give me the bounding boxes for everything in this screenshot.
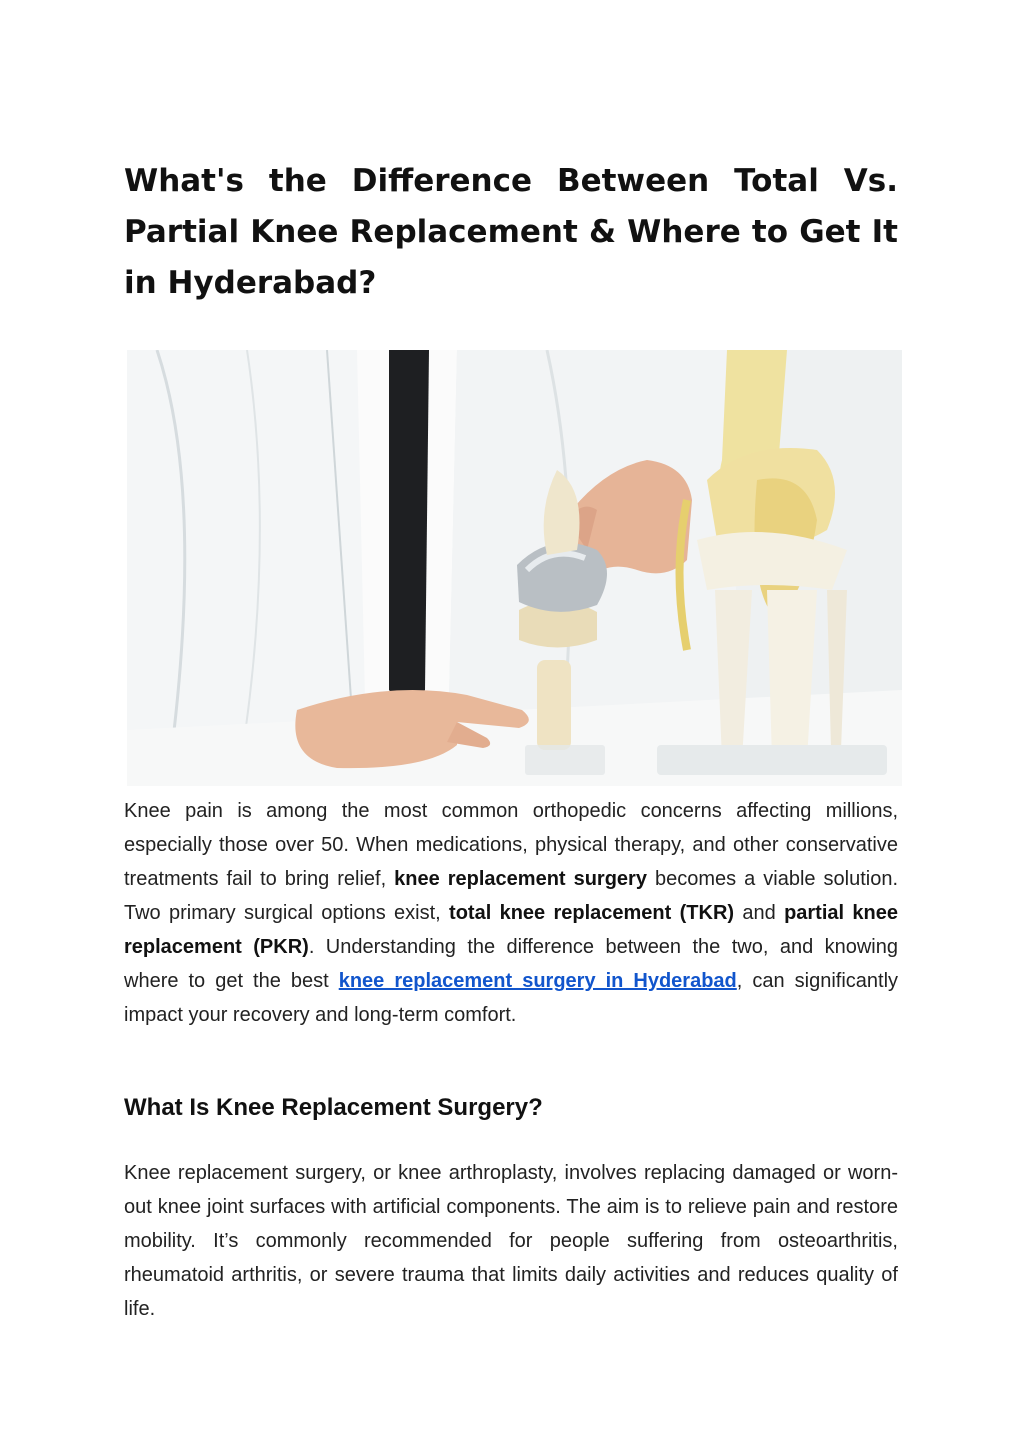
knee-replacement-hyderabad-link[interactable]: knee replacement surgery in Hyderabad bbox=[338, 970, 737, 992]
article-title: What's the Difference Between Total Vs. Partial Knee Replacement & Where to Get It in Hyderabad? bbox=[124, 163, 898, 301]
intro-bold-pkr: partial knee replacement (PKR) bbox=[124, 902, 898, 958]
intro-text-1: Knee pain is among the most common orthopedic concerns affecting millions, especially those over 50. When medications, physical therapy, and other conservative treatments fail to bring relief, bbox=[124, 800, 898, 890]
intro-bold-tkr: total knee replacement (TKR) bbox=[449, 902, 735, 924]
knee-implant-photo bbox=[127, 350, 902, 786]
intro-text-5: , can significantly impact your recovery and long-term comfort. bbox=[124, 970, 899, 1026]
knee-implant-illustration bbox=[127, 350, 902, 786]
intro-bold-knee-replacement-surgery: knee replacement surgery bbox=[394, 868, 647, 890]
section-paragraph: Knee replacement surgery, or knee arthroplasty, involves replacing damaged or worn-out knee joint surfaces with artificial components. The aim is to relieve pain and restore mobility. It’s commonly recommended for people suffering from osteoarthritis, rheumatoid arthritis, or severe trauma that limits daily activities and reduces quality of life. bbox=[124, 1162, 898, 1320]
section-heading: What Is Knee Replacement Surgery? bbox=[124, 1094, 543, 1121]
intro-text-4: . Understanding the difference between the two, and knowing where to get the best bbox=[124, 936, 899, 992]
intro-text-3: and bbox=[734, 902, 785, 924]
intro-paragraph bbox=[124, 794, 898, 1032]
intro-text-2: becomes a viable solution. Two primary surgical options exist, bbox=[124, 868, 899, 924]
